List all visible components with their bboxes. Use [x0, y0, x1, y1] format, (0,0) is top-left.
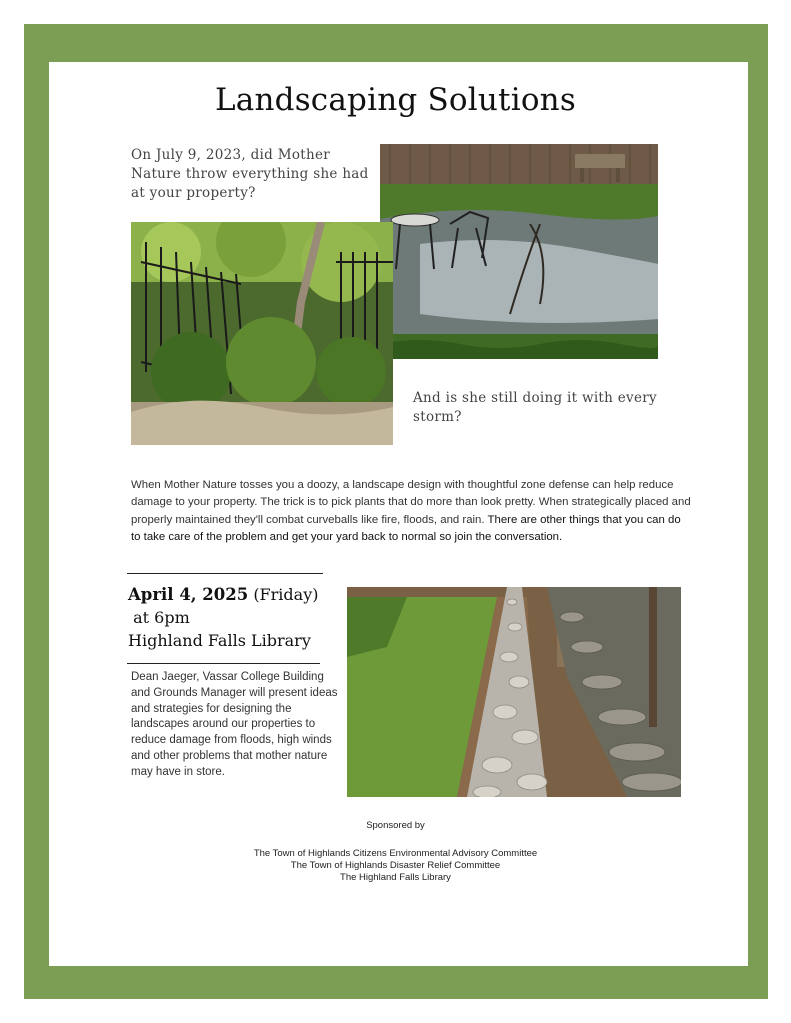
sponsored-by-label: Sponsored by	[366, 820, 425, 831]
sponsor-item: The Town of Highlands Citizens Environmental Advisory Committee	[253, 848, 538, 859]
event-time: at 6pm	[133, 608, 190, 627]
speaker-name: Dean Jaeger, Vassar College Building and Grounds Manager	[131, 671, 324, 699]
sponsor-item: The Town of Highlands Disaster Relief Committee	[290, 860, 501, 871]
speaker-text: will present ideas and strategies for designing the landscapes around our properties to reduce damage from floods, high winds and other problems that mother nature may have in store.	[131, 686, 338, 778]
flyer-title: Landscaping Solutions	[215, 82, 576, 118]
intro-part-1: When Mother Nature tosses you a doozy, a landscape design with thoughtful zone defense can help reduce damage to your property. The trick is to pick plants that do more than look pretty. When strategically placed and properly maintained they'll combat curveballs like fire, floods, and rain.	[131, 479, 691, 526]
sponsor-list	[0, 848, 791, 884]
intro-paragraph	[131, 477, 691, 546]
divider-top	[127, 573, 323, 574]
question-every-storm: And is she still doing it with every storm?	[413, 390, 657, 425]
stone-drainage-photo	[347, 587, 681, 797]
sponsor-item: The Highland Falls Library	[340, 872, 451, 883]
flooded-yard-photo	[380, 144, 658, 359]
speaker-description	[131, 670, 345, 781]
fence-overgrowth-photo	[131, 222, 393, 445]
event-day: (Friday)	[253, 585, 319, 604]
intro-part-2: There are other things that you can do to take care of the problem and get your yard back to normal so join the conversation.	[131, 513, 681, 543]
divider-bottom	[127, 663, 320, 664]
event-location: Highland Falls Library	[128, 631, 311, 650]
event-details	[128, 583, 348, 652]
event-date: April 4, 2025	[128, 585, 249, 604]
question-july-storm: On July 9, 2023, did Mother Nature throw everything she had at your property?	[131, 147, 369, 201]
